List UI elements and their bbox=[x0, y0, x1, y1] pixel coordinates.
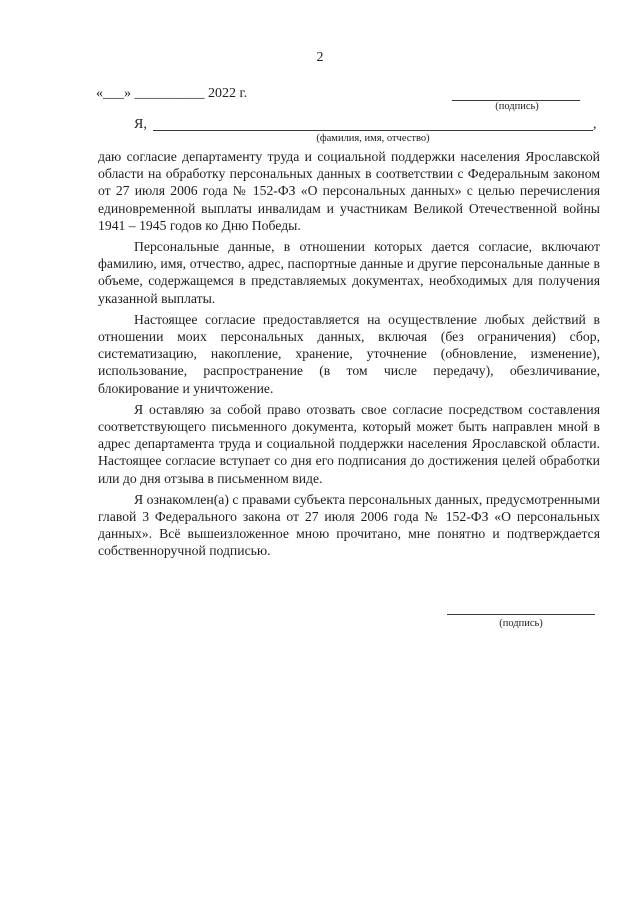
paragraph-personal-data: Персональные данные, в отношении которых дается согласие, включают фамилию, имя, отчество, адрес, паспортные данные и другие персональные данные в объеме, содержащемся в представляемых документах, необходимых для получения указанной выплаты. bbox=[98, 239, 600, 306]
signature-caption-bottom: (подпись) bbox=[499, 618, 543, 629]
full-name-line bbox=[153, 130, 593, 131]
name-comma: , bbox=[593, 117, 597, 132]
full-name-caption: (фамилия, имя, отчество) bbox=[316, 133, 430, 144]
paragraph-revocation: Я оставляю за собой право отозвать свое согласие посредством составления соответствующего письменного документа, который может быть направлен мной в адрес департамента труда и социальной поддержки населения Ярославской области. Настоящее согласие вступает со дня его подписания до достижения целей обработки или до дня отзыва в письменном виде. bbox=[98, 401, 600, 486]
consent-body bbox=[98, 148, 600, 564]
ya-label: Я, bbox=[134, 117, 147, 132]
paragraph-acknowledgement: Я ознакомлен(а) с правами субъекта персональных данных, предусмотренными главой 3 Федерального закона от 27 июля 2006 года № 152-ФЗ «О персональных данных». Всё вышеизложенное мною прочитано, мне понятно и подтверждается собственноручной подписью. bbox=[98, 491, 600, 559]
page-number: 2 bbox=[316, 50, 324, 65]
signature-caption-top: (подпись) bbox=[495, 101, 539, 112]
date-line: «___» __________ 2022 г. bbox=[96, 86, 248, 101]
paragraph-consent: даю согласие департаменту труда и социальной поддержки населения Ярославской области на обработку персональных данных в соответствии с Федеральным законом от 27 июля 2006 года № 152-ФЗ «О персональных данных» с целью перечисления единовременной выплаты инвалидам и участникам Великой Отечественной войны 1941 – 1945 годов ко Дню Победы. bbox=[98, 149, 600, 233]
paragraph-actions: Настоящее согласие предоставляется на осуществление любых действий в отношении моих персональных данных, включая (без ограничения) сбор, систематизацию, накопление, хранение, уточнение (обновление, изменение), использование, распространение (в том числе передачу), обезличивание, блокирование и уничтожение. bbox=[98, 311, 600, 396]
signature-line-bottom bbox=[447, 614, 595, 615]
